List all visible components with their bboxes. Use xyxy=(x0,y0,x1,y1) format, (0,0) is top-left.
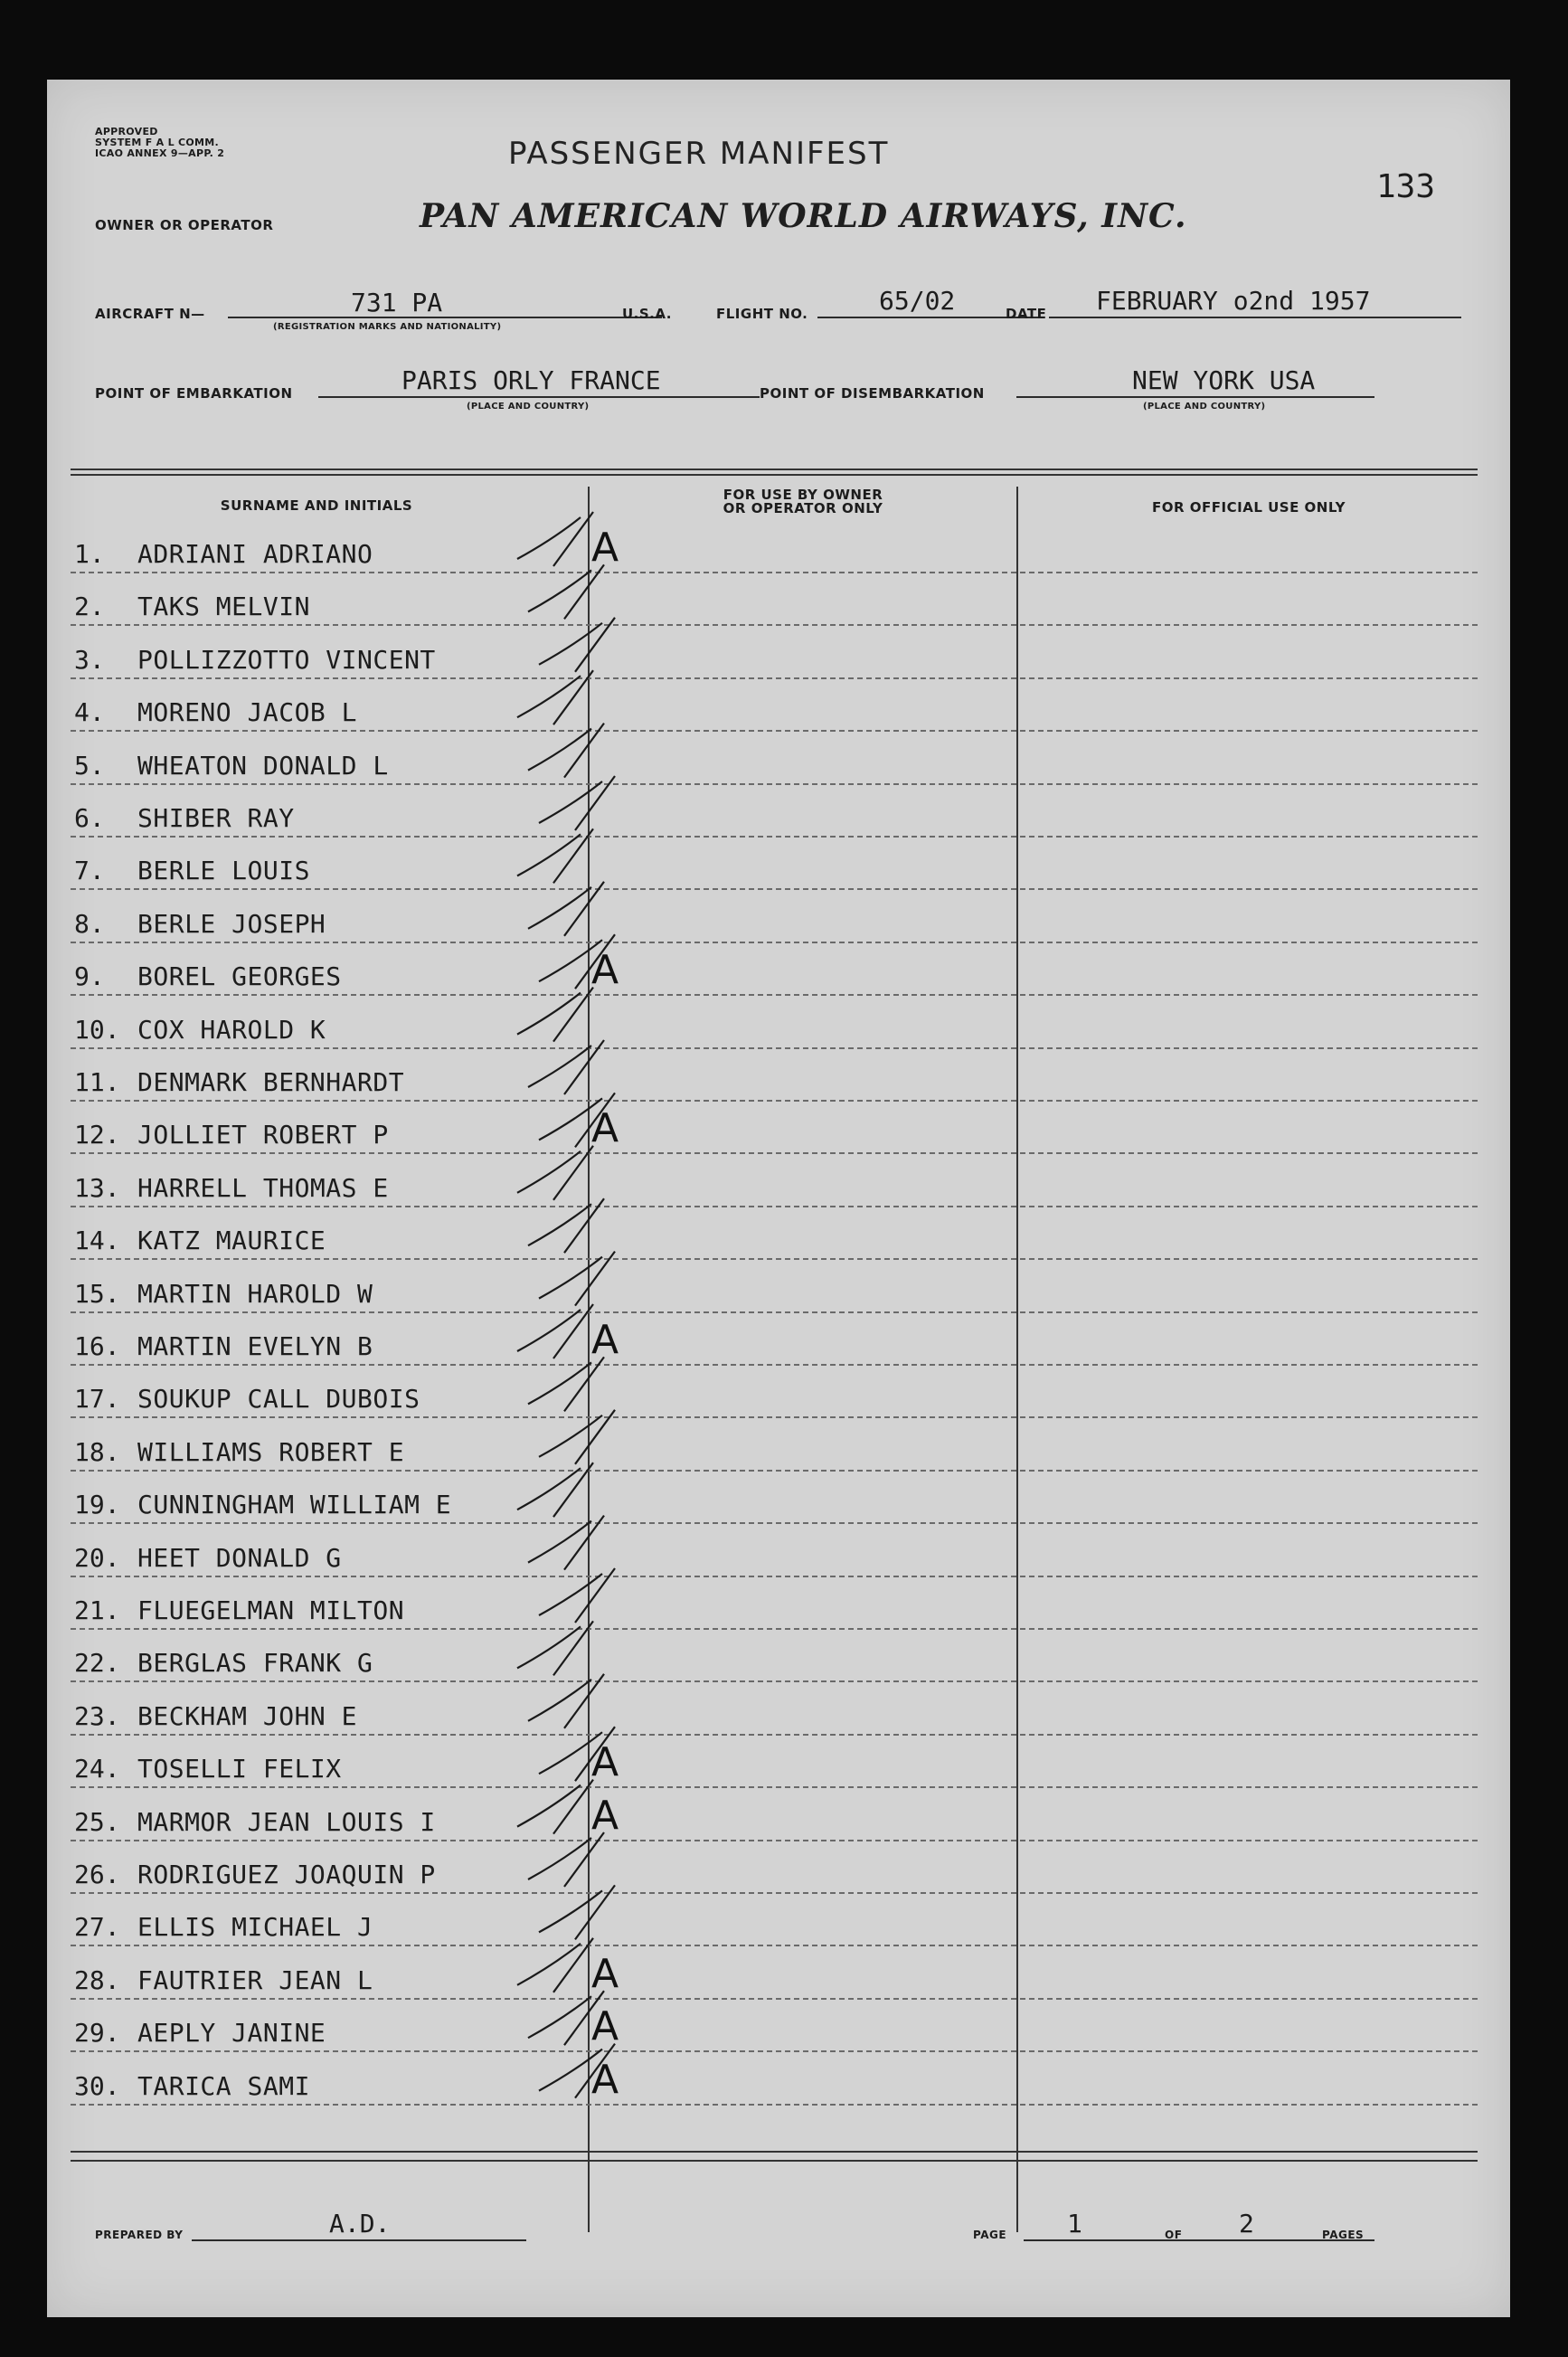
passenger-number: 19. xyxy=(74,1490,120,1520)
passenger-name: AEPLY JANINE xyxy=(137,2018,326,2049)
check-mark xyxy=(539,1252,615,1306)
check-mark xyxy=(539,776,615,830)
passenger-name: MARTIN EVELYN B xyxy=(137,1331,373,1361)
check-mark xyxy=(517,1146,593,1200)
check-mark xyxy=(528,1040,604,1094)
check-mark xyxy=(539,1727,615,1781)
passenger-name: BERLE JOSEPH xyxy=(137,908,326,939)
disembarkation-label: POINT OF DISEMBARKATION xyxy=(760,385,985,402)
passenger-name: WILLIAMS ROBERT E xyxy=(137,1436,405,1467)
status-mark: A xyxy=(591,947,619,994)
passenger-number: 16. xyxy=(74,1331,120,1361)
passenger-number: 20. xyxy=(74,1542,120,1573)
approval-line: ICAO ANNEX 9—APP. 2 xyxy=(95,147,225,159)
check-mark xyxy=(528,1198,604,1253)
page-stamp: 133 xyxy=(1376,168,1436,205)
passenger-name: SHIBER RAY xyxy=(137,803,295,833)
passenger-number: 13. xyxy=(74,1172,120,1203)
usa-label: U.S.A. xyxy=(622,306,672,322)
passenger-number: 29. xyxy=(74,2018,120,2049)
passenger-number: 5. xyxy=(74,750,105,781)
check-mark xyxy=(528,882,604,936)
check-marks xyxy=(47,80,1510,2317)
check-mark xyxy=(528,1674,604,1728)
check-mark xyxy=(517,512,593,566)
check-mark xyxy=(517,670,593,724)
aircraft-sub: (REGISTRATION MARKS AND NATIONALITY) xyxy=(273,322,502,332)
of-value: 2 xyxy=(1239,2209,1254,2239)
passenger-name: HARRELL THOMAS E xyxy=(137,1172,389,1203)
check-mark xyxy=(517,1938,593,1993)
passenger-number: 7. xyxy=(74,856,105,886)
disembarkation-sub: (PLACE AND COUNTRY) xyxy=(1143,402,1266,412)
passenger-number: 28. xyxy=(74,1964,120,1995)
passenger-name: COX HAROLD K xyxy=(137,1014,326,1045)
passenger-number: 26. xyxy=(74,1860,120,1889)
check-mark xyxy=(528,1357,604,1411)
passenger-number: 30. xyxy=(74,2070,120,2101)
status-mark: A xyxy=(591,1739,619,1786)
passenger-name: ADRIANI ADRIANO xyxy=(137,539,373,569)
passenger-name: MARTIN HAROLD W xyxy=(137,1278,373,1309)
flight-value: 65/02 xyxy=(879,286,956,316)
passenger-number: 11. xyxy=(74,1067,120,1097)
manifest-sheet xyxy=(47,80,1510,2317)
prepared-by-value: A.D. xyxy=(329,2209,391,2239)
check-mark xyxy=(517,1304,593,1358)
check-mark xyxy=(528,1832,604,1887)
of-label: OF xyxy=(1165,2229,1183,2241)
passenger-number: 2. xyxy=(74,592,105,622)
status-mark: A xyxy=(591,525,619,571)
passenger-name: MORENO JACOB L xyxy=(137,697,358,728)
flight-label: FLIGHT NO. xyxy=(716,306,808,322)
passenger-number: 6. xyxy=(74,803,105,833)
passenger-name: BECKHAM JOHN E xyxy=(137,1700,358,1731)
prepared-by-underline xyxy=(192,2239,526,2241)
passenger-number: 3. xyxy=(74,644,105,675)
status-mark: A xyxy=(591,1792,619,1839)
passenger-number: 10. xyxy=(74,1014,120,1045)
status-mark: A xyxy=(591,1950,619,1997)
check-mark xyxy=(517,1462,593,1517)
check-mark xyxy=(539,2044,615,2098)
passenger-number: 22. xyxy=(74,1648,120,1679)
passenger-name: TARICA SAMI xyxy=(137,2070,310,2101)
prepared-by-label: PREPARED BY xyxy=(95,2229,184,2241)
passenger-number: 27. xyxy=(74,1912,120,1943)
passenger-number: 17. xyxy=(74,1384,120,1415)
passenger-number: 1. xyxy=(74,539,105,569)
passenger-name: FAUTRIER JEAN L xyxy=(137,1964,373,1995)
passenger-number: 18. xyxy=(74,1436,120,1467)
passenger-name: POLLIZZOTTO VINCENT xyxy=(137,644,436,675)
surname-column-header: SURNAME AND INITIALS xyxy=(220,497,413,514)
passenger-name: CUNNINGHAM WILLIAM E xyxy=(137,1490,452,1520)
check-mark xyxy=(517,828,593,883)
check-mark xyxy=(539,1885,615,1939)
check-mark xyxy=(539,1093,615,1147)
check-mark xyxy=(517,988,593,1042)
date-label: DATE xyxy=(1006,306,1047,322)
passenger-name: DENMARK BERNHARDT xyxy=(137,1067,405,1097)
aircraft-value: 731 PA xyxy=(351,288,443,317)
approval-line: SYSTEM F A L COMM. xyxy=(95,137,220,148)
check-mark xyxy=(539,618,615,672)
passenger-name: JOLLIET ROBERT P xyxy=(137,1120,389,1150)
embarkation-sub: (PLACE AND COUNTRY) xyxy=(467,402,590,412)
operator-name: PAN AMERICAN WORLD AIRWAYS, INC. xyxy=(420,197,1187,235)
status-mark: A xyxy=(591,1317,619,1363)
check-mark xyxy=(528,1516,604,1570)
check-mark xyxy=(539,1410,615,1464)
passenger-number: 12. xyxy=(74,1120,120,1150)
owner-column-header-line: FOR USE BY OWNER xyxy=(723,487,883,503)
check-mark xyxy=(539,934,615,989)
passenger-number: 14. xyxy=(74,1226,120,1256)
status-mark: A xyxy=(591,1105,619,1152)
passenger-number: 8. xyxy=(74,908,105,939)
embarkation-label: POINT OF EMBARKATION xyxy=(95,385,293,402)
official-column-header: FOR OFFICIAL USE ONLY xyxy=(1152,499,1346,516)
owner-label: OWNER OR OPERATOR xyxy=(95,217,274,233)
passenger-name: BERLE LOUIS xyxy=(137,856,310,886)
passenger-name: FLUEGELMAN MILTON xyxy=(137,1595,405,1625)
status-mark: A xyxy=(591,2003,619,2050)
passenger-name: BOREL GEORGES xyxy=(137,961,342,992)
passenger-number: 23. xyxy=(74,1700,120,1731)
passenger-number: 21. xyxy=(74,1595,120,1625)
passenger-number: 24. xyxy=(74,1754,120,1784)
passenger-name: ELLIS MICHAEL J xyxy=(137,1912,373,1943)
passenger-name: WHEATON DONALD L xyxy=(137,750,389,781)
passenger-name: RODRIGUEZ JOAQUIN P xyxy=(137,1860,436,1889)
page-label: PAGE xyxy=(973,2229,1007,2241)
check-mark xyxy=(528,564,604,619)
passenger-number: 25. xyxy=(74,1806,120,1837)
embarkation-value: PARIS ORLY FRANCE xyxy=(401,365,661,395)
passenger-name: BERGLAS FRANK G xyxy=(137,1648,373,1679)
disembarkation-value: NEW YORK USA xyxy=(1132,365,1316,395)
pages-label: PAGES xyxy=(1322,2229,1365,2241)
passenger-name: KATZ MAURICE xyxy=(137,1226,326,1256)
aircraft-label: AIRCRAFT N— xyxy=(95,306,205,322)
form-title: PASSENGER MANIFEST xyxy=(508,136,890,172)
passenger-name: TOSELLI FELIX xyxy=(137,1754,342,1784)
owner-column-header-line: OR OPERATOR ONLY xyxy=(723,500,883,516)
approval-line: APPROVED xyxy=(95,126,158,137)
check-mark xyxy=(539,1568,615,1623)
date-value: FEBRUARY o2nd 1957 xyxy=(1096,286,1371,316)
status-mark: A xyxy=(591,2056,619,2103)
passenger-name: HEET DONALD G xyxy=(137,1542,342,1573)
page-value: 1 xyxy=(1067,2209,1082,2239)
passenger-name: TAKS MELVIN xyxy=(137,592,310,622)
passenger-number: 15. xyxy=(74,1278,120,1309)
passenger-number: 4. xyxy=(74,697,105,728)
check-mark xyxy=(517,1780,593,1834)
passenger-name: SOUKUP CALL DUBOIS xyxy=(137,1384,420,1415)
passenger-number: 9. xyxy=(74,961,105,992)
passenger-name: MARMOR JEAN LOUIS I xyxy=(137,1806,436,1837)
check-mark xyxy=(528,1991,604,2045)
check-mark xyxy=(517,1621,593,1675)
check-mark xyxy=(528,724,604,778)
